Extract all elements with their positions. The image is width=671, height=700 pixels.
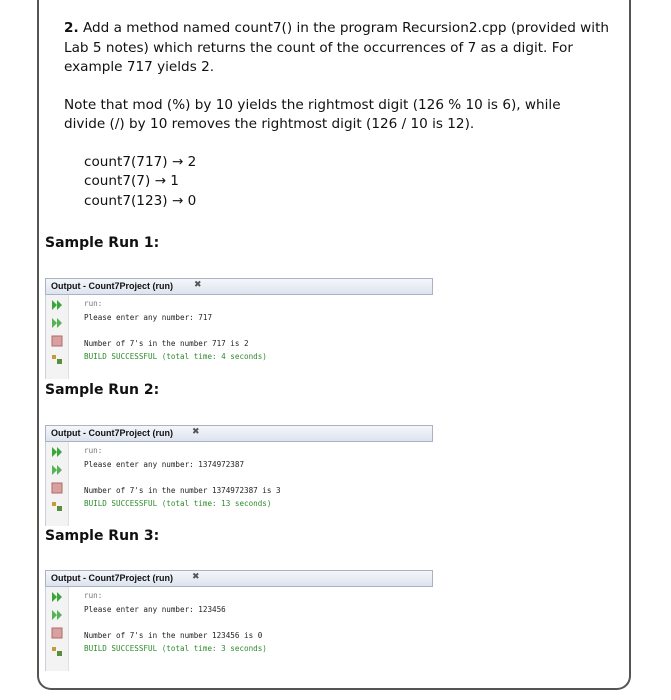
close-icon[interactable]: ✖	[194, 280, 202, 290]
rerun-icon[interactable]	[51, 591, 63, 603]
rerun-with-args-icon[interactable]	[51, 609, 63, 621]
console-run-label: run:	[84, 446, 103, 455]
question-text	[64, 19, 624, 211]
close-icon[interactable]: ✖	[192, 427, 200, 437]
stop-icon[interactable]	[51, 482, 63, 494]
question-line-2: Lab 5 notes) which returns the count of the occurrences of 7 as a digit. For	[64, 39, 573, 56]
console-build-status: BUILD SUCCESSFUL (total time: 13 seconds)	[84, 499, 272, 508]
output-tab-title: Output - Count7Project (run)	[51, 573, 173, 583]
rerun-with-args-icon[interactable]	[51, 317, 63, 329]
sample-run-2-heading: Sample Run 2:	[45, 382, 160, 398]
output-tab-title: Output - Count7Project (run)	[51, 281, 173, 291]
console-result: Number of 7's in the number 717 is 2	[84, 339, 249, 348]
console-result: Number of 7's in the number 1374972387 is 3	[84, 486, 281, 495]
close-icon[interactable]: ✖	[192, 572, 200, 582]
console-run-label: run:	[84, 591, 103, 600]
question-line-3: example 717 yields 2.	[64, 59, 215, 75]
output-panel-1	[45, 278, 433, 379]
rerun-icon[interactable]	[51, 446, 63, 458]
question-line-1: Add a method named count7() in the program Recursion2.cpp (provided with	[82, 20, 610, 36]
example-1: count7(717) → 2	[84, 153, 197, 170]
sample-run-3-heading: Sample Run 3:	[45, 528, 160, 544]
rerun-icon[interactable]	[51, 299, 63, 311]
output-tab-1[interactable]	[45, 278, 433, 295]
output-tab-3[interactable]	[45, 570, 433, 587]
output-panel-2	[45, 425, 433, 526]
console-result: Number of 7's in the number 123456 is 0	[84, 631, 263, 640]
console-build-status: BUILD SUCCESSFUL (total time: 3 seconds)	[84, 644, 267, 653]
statistics-icon[interactable]	[51, 500, 63, 512]
console-run-label: run:	[84, 299, 103, 308]
sample-run-1-heading: Sample Run 1:	[45, 235, 160, 251]
statistics-icon[interactable]	[51, 353, 63, 365]
question-number: 2.	[64, 20, 79, 36]
output-panel-3	[45, 570, 433, 671]
console-build-status: BUILD SUCCESSFUL (total time: 4 seconds)	[84, 352, 267, 361]
output-tab-title: Output - Count7Project (run)	[51, 428, 173, 438]
console-prompt: Please enter any number: 1374972387	[84, 460, 245, 469]
statistics-icon[interactable]	[51, 645, 63, 657]
stop-icon[interactable]	[51, 335, 63, 347]
console-prompt: Please enter any number: 123456	[84, 605, 226, 614]
example-2: count7(7) → 1	[84, 173, 179, 189]
console-prompt: Please enter any number: 717	[84, 313, 213, 322]
note-line-2: divide (/) by 10 removes the rightmost digit (126 / 10 is 12).	[64, 116, 475, 132]
stop-icon[interactable]	[51, 627, 63, 639]
rerun-with-args-icon[interactable]	[51, 464, 63, 476]
output-tab-2[interactable]	[45, 425, 433, 442]
note-line-1: Note that mod (%) by 10 yields the rightmost digit (126 % 10 is 6), while	[64, 96, 561, 113]
example-3: count7(123) → 0	[84, 192, 197, 209]
